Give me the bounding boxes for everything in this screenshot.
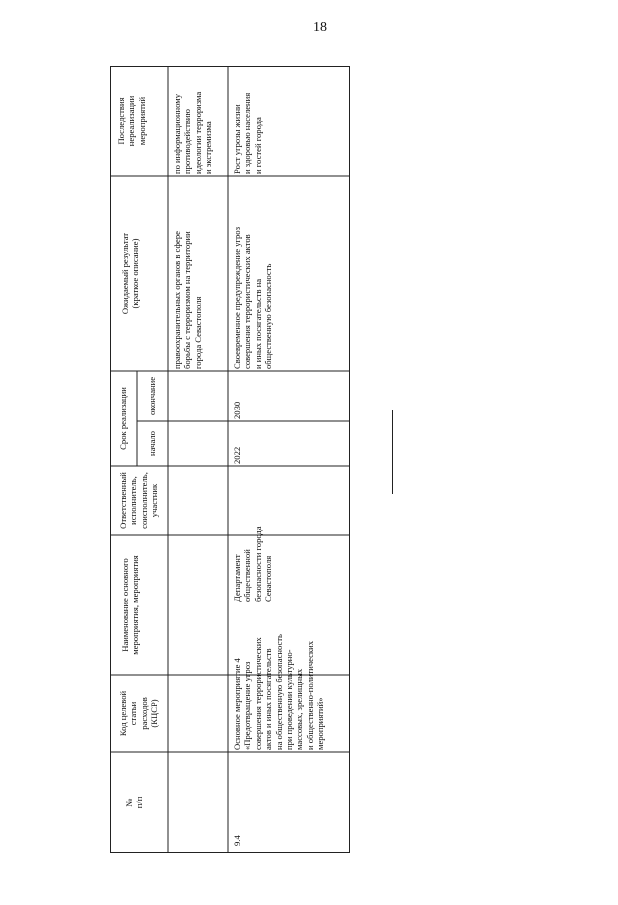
row2-num: 9.4	[232, 835, 242, 846]
row1-consequences: по информационному противодействию идеологии терроризма и экстремизма	[172, 91, 214, 174]
separator-line	[392, 410, 393, 494]
page-number: 18	[313, 20, 327, 35]
header-num: № п/п	[124, 796, 145, 809]
header-result: Ожидаемый результат (краткое описание)	[120, 232, 141, 315]
header-responsible: Ответственный исполнитель, соисполнитель, участник	[118, 472, 160, 529]
header-period: Срок реализации	[118, 387, 128, 450]
row1-result: правоохранительных органов в сфере борьбы с терроризмом на территории города Севастополя	[172, 231, 203, 369]
row2-end: 2030	[232, 401, 242, 419]
header-kcsr: Код целевой статьи расходов (КЦСР)	[118, 690, 160, 737]
row2-name: Основное мероприятие 4 «Предотвращение угроз совершения террористических актов и иных посягательств на общественную безопасность при проведении культурно- массовых, зрелищных и общественно-политических мероприятий»	[232, 634, 326, 750]
row2-start: 2022	[232, 446, 242, 464]
row2-consequences: Рост угрозы жизни и здоровью населения и гостей города	[232, 92, 263, 174]
header-name: Наименование основного мероприятия, мероприятия	[120, 555, 141, 655]
row2-result: Своевременное предупреждение угроз совершения террористических актов и иных посягательств на общественную безопасность	[232, 226, 274, 369]
header-end: окончание	[147, 376, 157, 416]
rotated-table	[110, 66, 350, 853]
header-start: начало	[147, 431, 157, 456]
row2-responsible: Департамент общественной безопасности города Севастополя	[232, 526, 274, 602]
header-consequences: Последствия нереализации мероприятий	[116, 95, 147, 147]
